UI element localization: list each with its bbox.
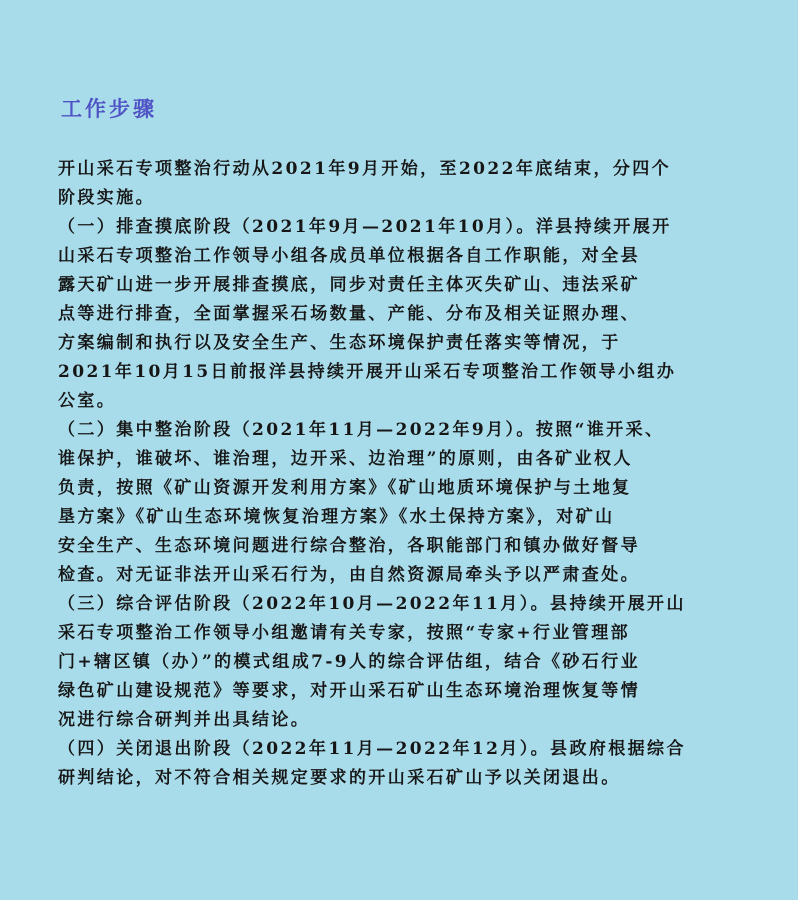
page-title: 工作步骤 — [61, 96, 157, 121]
text-line: 阶段实施。 — [58, 188, 155, 208]
text-line: 垦方案》《矿山生态环境恢复治理方案》《水土保持方案》，对矿山 — [58, 507, 615, 527]
text-line: 开山采石专项整治行动从2021年9月开始，至2022年底结束，分四个 — [58, 159, 672, 179]
text-line: 采石专项整治工作领导小组邀请有关专家，按照“专家+行业管理部 — [58, 623, 631, 643]
text-line: 况进行综合研判并出具结论。 — [58, 710, 311, 730]
text-line: 山采石专项整治工作领导小组各成员单位根据各自工作职能，对全县 — [58, 246, 640, 266]
text-line: 公室。 — [58, 391, 117, 411]
text-line: 2021年10月15日前报洋县持续开展开山采石专项整治工作领导小组办 — [58, 362, 677, 382]
text-line: （四）关闭退出阶段（2022年11月—2022年12月）。县政府根据综合 — [58, 739, 686, 759]
paragraph-intro — [58, 155, 730, 213]
text-line: （二）集中整治阶段（2021年11月—2022年9月）。按照“谁开采、 — [58, 420, 665, 440]
text-line: 门+辖区镇（办）”的模式组成7-9人的综合评估组，结合《砂石行业 — [58, 652, 641, 672]
text-line: （一）排查摸底阶段（2021年9月—2021年10月）。洋县持续开展开 — [58, 217, 672, 237]
paragraph-stage-1 — [58, 213, 730, 416]
paragraph-stage-2 — [58, 416, 730, 590]
text-line: 点等进行排查，全面掌握采石场数量、产能、分布及相关证照办理、 — [58, 304, 640, 324]
text-line: 安全生产、生态环境问题进行综合整治，各职能部门和镇办做好督导 — [58, 536, 640, 556]
text-line: 负责，按照《矿山资源开发利用方案》《矿山地质环境保护与土地复 — [58, 478, 632, 498]
text-line: 方案编制和执行以及安全生产、生态环境保护责任落实等情况，于 — [58, 333, 621, 353]
text-line: 谁保护，谁破坏、谁治理，边开采、边治理”的原则，由各矿业权人 — [58, 449, 633, 469]
document-body — [58, 155, 730, 793]
paragraph-stage-3 — [58, 590, 730, 735]
text-line: （三）综合评估阶段（2022年10月—2022年11月）。县持续开展开山 — [58, 594, 686, 614]
text-line: 检查。对无证非法开山采石行为，由自然资源局牵头予以严肃查处。 — [58, 565, 640, 585]
paragraph-stage-4 — [58, 735, 730, 793]
text-line: 露天矿山进一步开展排查摸底，同步对责任主体灭失矿山、违法采矿 — [58, 275, 640, 295]
text-line: 研判结论，对不符合相关规定要求的开山采石矿山予以关闭退出。 — [58, 768, 621, 788]
text-line: 绿色矿山建设规范》等要求，对开山采石矿山生态环境治理恢复等情 — [58, 681, 640, 701]
